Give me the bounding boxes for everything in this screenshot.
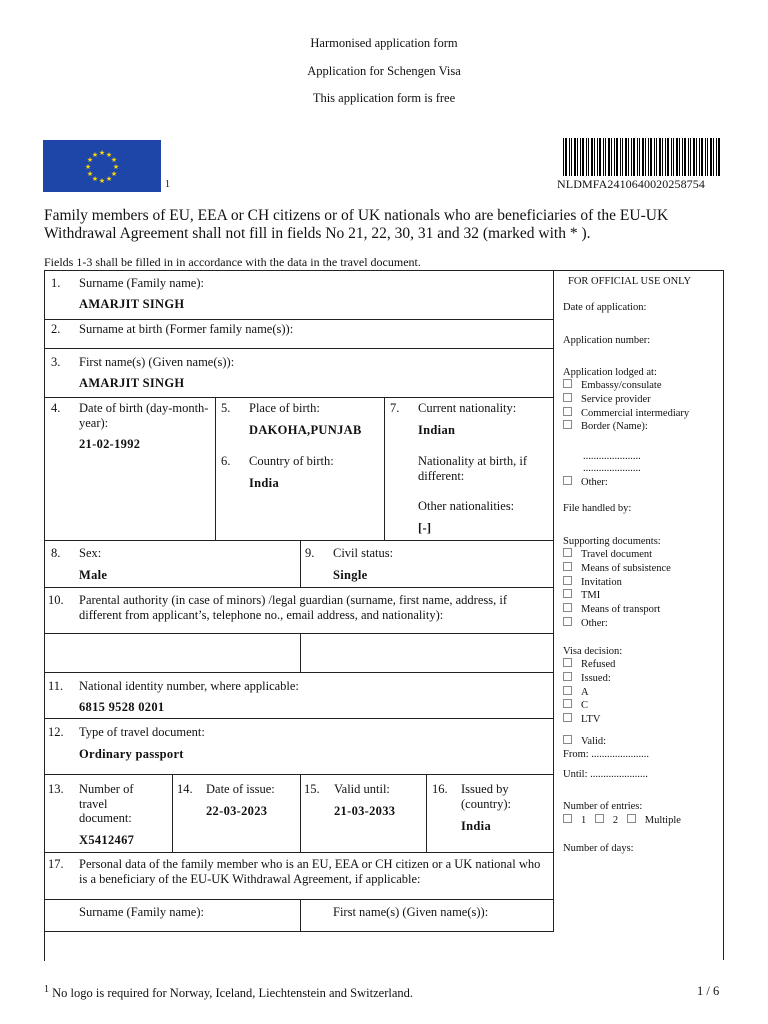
official-file-handled: File handled by:	[563, 503, 632, 514]
checkbox[interactable]	[595, 814, 604, 823]
form-continuation-line	[44, 931, 45, 961]
checkbox[interactable]	[563, 562, 572, 571]
field-2-label: Surname at birth (Former family name(s)):	[79, 322, 294, 336]
supporting-option[interactable]: Travel document	[563, 548, 671, 562]
official-lodged-options	[563, 379, 689, 434]
field-6-number: 6.	[221, 454, 231, 468]
checkbox[interactable]	[563, 476, 572, 485]
field-5-label: Place of birth:	[249, 401, 320, 415]
field-17-firstname-label: First name(s) (Given name(s)):	[333, 905, 489, 919]
field-16-label: Issued by (country):	[461, 782, 511, 811]
field-7-number: 7.	[390, 401, 400, 415]
checkbox[interactable]	[563, 603, 572, 612]
field-7-value[interactable]: Indian	[418, 423, 456, 437]
official-supporting-label: Supporting documents:	[563, 536, 661, 547]
field-15-label: Valid until:	[334, 782, 390, 796]
field-4-number: 4.	[51, 401, 61, 415]
field-4-label: Date of birth (day-month-year):	[79, 401, 209, 430]
field-17-number: 17.	[48, 857, 64, 871]
checkbox[interactable]	[563, 617, 572, 626]
official-entries-label: Number of entries:	[563, 801, 643, 812]
field-13-label: Number of travel document:	[79, 782, 134, 825]
official-use-title: FOR OFFICIAL USE ONLY	[568, 276, 692, 287]
field-8-value[interactable]: Male	[79, 568, 108, 582]
field-5-6-box	[215, 397, 385, 541]
border-name-dots-2: ......................	[583, 463, 641, 474]
field-17-surname-label: Surname (Family name):	[79, 905, 204, 919]
footnote: $^1$ No logo is required for Norway, Iceland, Liechtenstein and Switzerland.	[44, 984, 414, 1001]
lodged-option[interactable]: Service provider	[563, 393, 689, 407]
family-members-notice: Family members of EU, EEA or CH citizens or of UK nationals who are beneficiaries of the EU-UK Withdrawal Agreement shall not fill in fields No 21, 22, 30, 31 and 32 (marked with * ).	[44, 207, 669, 242]
checkbox[interactable]	[563, 699, 572, 708]
checkbox[interactable]	[563, 686, 572, 695]
svg-text:★: ★	[91, 175, 99, 183]
svg-text:★: ★	[110, 170, 118, 178]
checkbox[interactable]	[563, 548, 572, 557]
nationality-at-birth-label: Nationality at birth, if different:	[418, 454, 528, 483]
field-12-value[interactable]: Ordinary passport	[79, 747, 184, 761]
official-date-application: Date of application:	[563, 302, 647, 313]
field-8-label: Sex:	[79, 546, 102, 560]
field-6-label: Country of birth:	[249, 454, 334, 468]
field-14-label: Date of issue:	[206, 782, 275, 796]
supporting-option[interactable]: Invitation	[563, 576, 671, 590]
field-15-number: 15.	[304, 782, 320, 796]
field-13-value[interactable]: X5412467	[79, 833, 135, 847]
field-12-number: 12.	[48, 725, 64, 739]
field-16-value[interactable]: India	[461, 819, 491, 833]
field-11-value[interactable]: 6815 9528 0201	[79, 700, 165, 714]
barcode	[563, 138, 721, 176]
field-3-label: First name(s) (Given name(s)):	[79, 355, 235, 369]
official-valid-from: From: ......................	[563, 749, 650, 760]
official-supporting-options	[563, 548, 671, 631]
field-9-value[interactable]: Single	[333, 568, 368, 582]
checkbox[interactable]	[563, 814, 572, 823]
checkbox[interactable]	[563, 420, 572, 429]
svg-text:★: ★	[86, 156, 94, 164]
page-number: 1 / 6	[697, 984, 720, 998]
official-decision-options	[563, 658, 615, 727]
checkbox[interactable]	[563, 393, 572, 402]
form-title: Harmonised application form	[310, 36, 458, 50]
form-subtitle: Application for Schengen Visa	[307, 64, 461, 78]
field-1-value[interactable]: AMARJIT SINGH	[79, 297, 185, 311]
field-12-label: Type of travel document:	[79, 725, 205, 739]
field-11-label: National identity number, where applicable:	[79, 679, 299, 693]
svg-text:★: ★	[105, 151, 113, 159]
checkbox[interactable]	[563, 735, 572, 744]
field-1-label: Surname (Family name):	[79, 276, 204, 290]
official-visa-decision: Visa decision:	[563, 646, 623, 657]
field-17-label: Personal data of the family member who is an EU, EEA or CH citizen or a UK national who is a beneficiary of the EU-UK Withdrawal Agreement, if applicable:	[79, 857, 541, 886]
field-9-number: 9.	[305, 546, 315, 560]
supporting-option[interactable]: Means of subsistence	[563, 562, 671, 576]
official-entries-options: 1 2 Multiple	[563, 814, 681, 828]
svg-text:★: ★	[98, 177, 106, 185]
field-10-number: 10.	[48, 593, 64, 607]
form-free-note: This application form is free	[312, 91, 456, 105]
fields-note: Fields 1-3 shall be filled in in accordance with the data in the travel document.	[44, 255, 421, 269]
field-10-input-right[interactable]	[300, 633, 554, 673]
official-number-of-days: Number of days:	[563, 843, 634, 854]
field-3-number: 3.	[51, 355, 61, 369]
checkbox[interactable]	[563, 672, 572, 681]
supporting-option[interactable]: TMI	[563, 589, 671, 603]
border-name-dots-1: ......................	[583, 451, 641, 462]
lodged-option[interactable]: Commercial intermediary	[563, 407, 689, 421]
field-2-number: 2.	[51, 322, 61, 336]
field-10-input-left[interactable]	[44, 633, 301, 673]
svg-text:★: ★	[110, 156, 118, 164]
other-nationalities-label: Other nationalities:	[418, 499, 515, 513]
decision-option[interactable]: LTV	[563, 713, 615, 727]
field-14-value[interactable]: 22-03-2023	[206, 804, 268, 818]
logo-footnote-ref: 1	[165, 179, 170, 190]
field-15-value[interactable]: 21-03-2033	[334, 804, 396, 818]
decision-option[interactable]: A	[563, 686, 615, 700]
field-8-number: 8.	[51, 546, 61, 560]
checkbox[interactable]	[563, 407, 572, 416]
official-lodged-label: Application lodged at:	[563, 367, 657, 378]
official-valid[interactable]: Valid:	[563, 735, 606, 749]
eu-flag-logo	[43, 140, 161, 192]
field-7-label: Current nationality:	[418, 401, 517, 415]
field-1-number: 1.	[51, 276, 61, 290]
svg-text:★: ★	[105, 175, 113, 183]
checkbox[interactable]	[563, 713, 572, 722]
decision-option[interactable]: Issued:	[563, 672, 615, 686]
official-valid-until: Until: ......................	[563, 769, 648, 780]
field-9-label: Civil status:	[333, 546, 394, 560]
field-10-label: Parental authority (in case of minors) /legal guardian (surname, first name, address, if different from applicant’s, telephone no., email address, and nationality):	[79, 593, 507, 622]
lodged-option[interactable]: Border (Name):	[563, 420, 689, 434]
barcode-number: NLDMFA2410640020258754	[557, 177, 705, 191]
checkbox[interactable]	[563, 379, 572, 388]
decision-option[interactable]: C	[563, 699, 615, 713]
svg-text:★: ★	[112, 163, 120, 171]
svg-text:★: ★	[98, 149, 106, 157]
field-5-value[interactable]: DAKOHA,PUNJAB	[249, 423, 362, 437]
svg-text:★: ★	[86, 170, 94, 178]
field-4-value[interactable]: 21-02-1992	[79, 437, 141, 451]
other-nationalities-value[interactable]: [-]	[418, 521, 432, 535]
official-application-number: Application number:	[563, 335, 651, 346]
decision-option[interactable]: Refused	[563, 658, 615, 672]
supporting-option[interactable]: Means of transport	[563, 603, 671, 617]
lodged-option[interactable]: Embassy/consulate	[563, 379, 689, 393]
field-5-number: 5.	[221, 401, 231, 415]
field-13-number: 13.	[48, 782, 64, 796]
field-3-value[interactable]: AMARJIT SINGH	[79, 376, 185, 390]
supporting-option[interactable]: Other:	[563, 617, 671, 631]
svg-text:★: ★	[84, 163, 92, 171]
svg-text:★: ★	[91, 151, 99, 159]
checkbox[interactable]	[563, 658, 572, 667]
lodged-other[interactable]: Other:	[563, 476, 608, 490]
checkbox[interactable]	[563, 589, 572, 598]
field-14-number: 14.	[177, 782, 193, 796]
field-6-value[interactable]: India	[249, 476, 279, 490]
checkbox[interactable]	[563, 576, 572, 585]
field-11-number: 11.	[48, 679, 64, 693]
checkbox[interactable]	[627, 814, 636, 823]
field-16-number: 16.	[432, 782, 448, 796]
